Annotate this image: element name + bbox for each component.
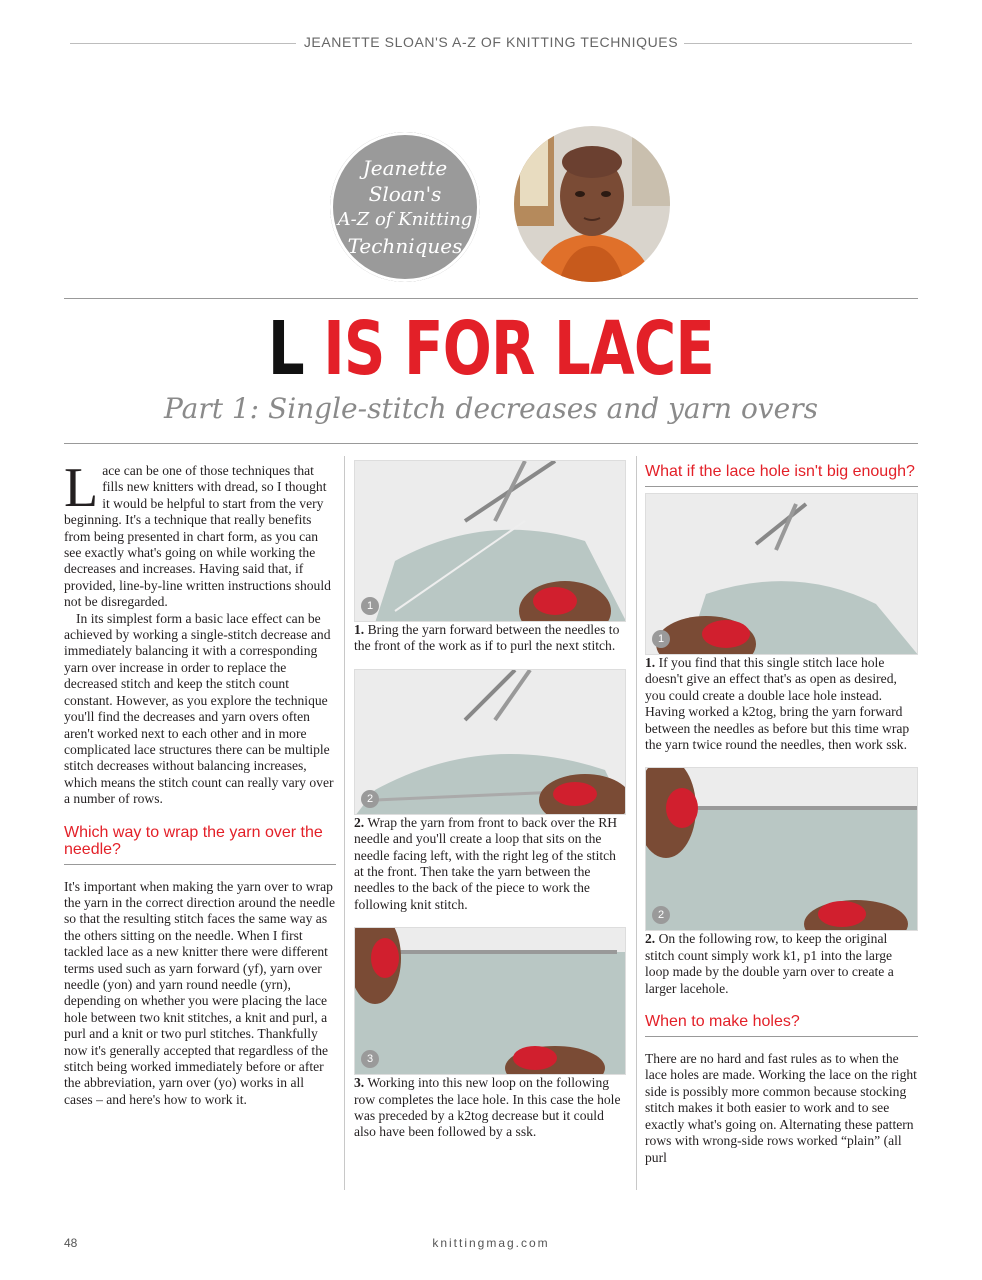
- step-number-badge: 2: [361, 790, 379, 808]
- series-badge: [330, 132, 480, 282]
- section-heading-holes: When to make holes?: [645, 1013, 800, 1031]
- badge-line-4: Techniques: [347, 234, 463, 258]
- column-divider-1: [344, 456, 345, 1190]
- column-3: [645, 463, 918, 1166]
- section-heading-rule: [645, 486, 918, 487]
- column-divider-2: [636, 456, 637, 1190]
- badge-line-1: Jeanette: [362, 156, 448, 180]
- paragraph-3: It's important when making the yarn over to wrap the yarn in the correct direction around the needle so that the resulting stitch faces the same way as the others sitting on the needle. When I first tackled lace as a new knitter there were different terms used such as yarn forward (yf), yarn over needle (yon) and yarn round needle (yrn), depending on whether you were placing the lace hole between two knit stitches, a knit and purl, a purl and a knit or two purl stitches. Thankfully now it's generally accepted that regardless of the stitch being worked immediately before or after the abbreviation, yarn over (yo) works in all cases – and here's how to work it.: [64, 878, 335, 1107]
- running-head: [0, 34, 982, 50]
- step-caption-3: 3. Working into this new loop on the following row completes the lace hole. In this case the hole was preceded by a k2tog decrease but it could also have been followed by a ssk.: [354, 1075, 621, 1140]
- double-hole-caption-2: 2. On the following row, to keep the original stitch count simply work k1, p1 into the large loop made by the double yarn over to create a larger lacehole.: [645, 931, 894, 996]
- step-number-badge: 1: [652, 630, 670, 648]
- section-heading-lace-hole: What if the lace hole isn't big enough?: [645, 463, 915, 480]
- step-number-badge: 1: [361, 597, 379, 615]
- page-subtitle: Part 1: Single-stitch decreases and yarn overs: [164, 392, 818, 425]
- column-2: [354, 460, 626, 1141]
- step-photo-2: [354, 669, 626, 815]
- subtitle-rule: [64, 443, 918, 444]
- intro-text: ace can be one of those techniques that fills new knitters with dread, so I thought it would be helpful to start from the very beginning. It's a technique that really benefits from being presented in chart form, as you can see exactly what's going on while working the decreases and increases. Having said that, if provided, line-by-line written instructions should not be disregarded.: [64, 463, 331, 610]
- header-rule: [64, 298, 918, 299]
- double-hole-photo-2: [645, 767, 918, 931]
- step-photo-3: [354, 927, 626, 1075]
- page-number: 48: [64, 1236, 78, 1250]
- holes-paragraph: There are no hard and fast rules as to when the lace holes are made. Working the lace on the right side is possibly more common because stocking stitch makes it both easier to work and to see exactly what's going on. Alternating these pattern rows with wrong-side rows worked “plain” (all purl: [645, 1051, 917, 1165]
- badge-line-2: Sloan's: [368, 182, 442, 206]
- page-title: [108, 306, 874, 392]
- double-hole-caption-1: 1. If you find that this single stitch lace hole doesn't give an effect that's as open as desired, you could create a double lace hole instead. Having worked a k2tog, bring the yarn forward between the needles as before but this time wrap the yarn twice round the needles, then work ssk.: [645, 655, 910, 753]
- section-heading-rule: [645, 1036, 918, 1037]
- step-number-badge: 2: [652, 906, 670, 924]
- title-rest: IS FOR LACE: [323, 306, 715, 392]
- running-head-text: JEANETTE SLOAN'S A-Z OF KNITTING TECHNIQUES: [296, 34, 686, 50]
- title-letter: L: [267, 306, 304, 392]
- section-heading-wrap: Which way to wrap the yarn over the needle?: [64, 823, 323, 858]
- author-portrait: [514, 126, 670, 282]
- drop-cap: L: [64, 457, 99, 519]
- step-caption-1: 1. Bring the yarn forward between the needles to the front of the work as if to purl the next stitch.: [354, 622, 620, 654]
- section-heading-rule: [64, 864, 336, 865]
- step-number-badge: 3: [361, 1050, 379, 1068]
- column-1: [64, 457, 336, 1108]
- footer-website: knittingmag.com: [432, 1236, 550, 1250]
- double-hole-photo-1: [645, 493, 918, 655]
- step-photo-1: [354, 460, 626, 622]
- intro-paragraph: [64, 457, 336, 611]
- badge-line-3: A-Z of Knitting: [337, 209, 473, 230]
- step-caption-2: 2. Wrap the yarn from front to back over the RH needle and you'll create a loop that sits on the needle facing left, with the right leg of the stitch at the front. Then take the yarn between the needles to the back of the piece to work the following knit stitch.: [354, 814, 618, 912]
- paragraph-2: In its simplest form a basic lace effect can be achieved by working a single-stitch decrease and immediately balancing it with a corresponding yarn over increase in order to replace the decreased stitch and keep the stitch count constant. However, as you explore the technique you'll find the decreases and yarn overs often aren't worked next to each other and in more complicated lace structures there can be multiple stitch decreases without balancing increases, which means the stitch count can really vary over a number of rows.: [64, 610, 334, 807]
